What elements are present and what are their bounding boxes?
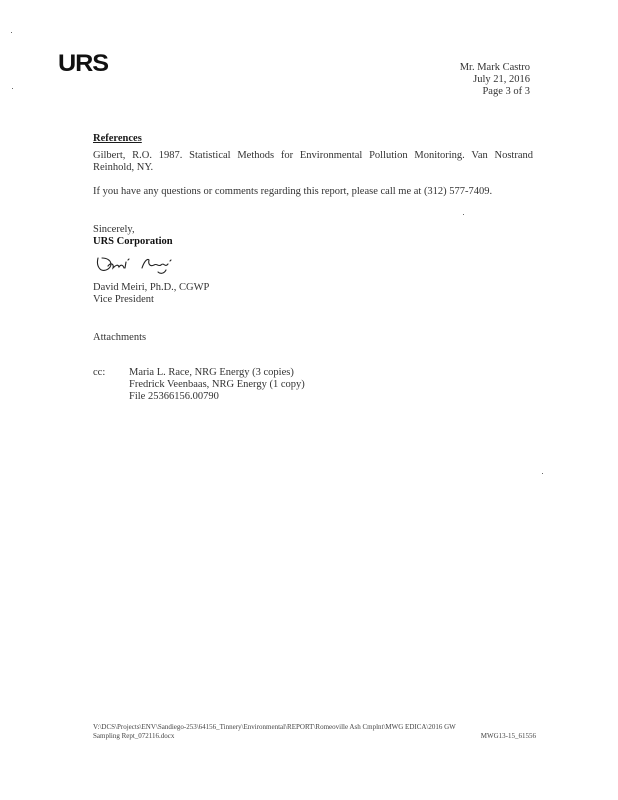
letter-date: July 21, 2016 [473, 74, 530, 85]
footer-file-name: Sampling Rept_072116.docx [93, 732, 175, 740]
document-footer [93, 723, 536, 741]
cc-list [129, 367, 305, 403]
scan-speck [463, 214, 464, 215]
closing-block [93, 224, 173, 248]
company-name: URS Corporation [93, 236, 173, 247]
scan-speck [11, 32, 12, 33]
attachments-note: Attachments [93, 332, 147, 343]
letter-header [460, 62, 530, 98]
cc-item: Fredrick Veenbaas, NRG Energy (1 copy) [129, 379, 305, 390]
footer-doc-id: MWG13-15_61556 [480, 732, 536, 740]
scan-speck [542, 473, 543, 474]
cc-label: cc: [93, 367, 106, 378]
signer-block [93, 282, 209, 306]
cc-item: File 25366156.00790 [129, 391, 219, 402]
signer-name: David Meiri, Ph.D., CGWP [93, 282, 210, 293]
reference-entry: Gilbert, R.O. 1987. Statistical Methods for Environmental Pollution Monitoring. Van Nostrand Reinhold, NY. [93, 150, 533, 173]
recipient-name: Mr. Mark Castro [459, 62, 530, 73]
footer-file-path: V:\DCS\Projects\ENV\Sandiego-253\64156_Tinnery\Environmental\REPORT\Romeoville Ash Cmplnt\MWG EDICA\2016 GW [93, 723, 456, 731]
salutation: Sincerely, [93, 224, 135, 235]
page-number: Page 3 of 3 [482, 86, 530, 97]
scan-speck [12, 88, 13, 89]
handwritten-signature [94, 252, 184, 276]
contact-paragraph: If you have any questions or comments regarding this report, please call me at (312) 577-7409. [93, 186, 493, 197]
references-heading: References [93, 133, 142, 144]
signer-title: Vice President [93, 294, 154, 305]
urs-logo: URS [58, 50, 109, 77]
cc-item: Maria L. Race, NRG Energy (3 copies) [129, 367, 294, 378]
